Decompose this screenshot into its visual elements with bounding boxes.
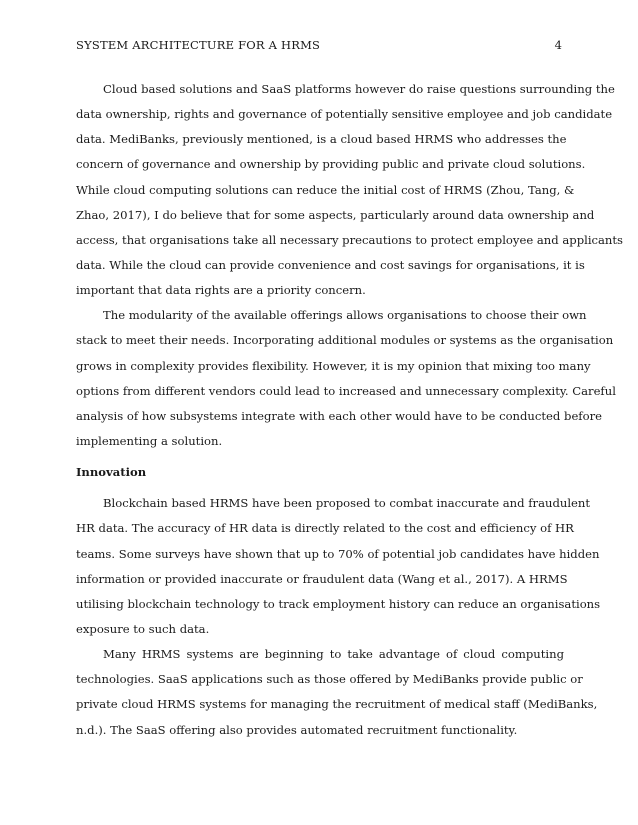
- text-line: HR data. The accuracy of HR data is directly related to the cost and efficiency of HR: [76, 521, 574, 536]
- text-line: stack to meet their needs. Incorporating additional modules or systems as the organisation: [76, 333, 614, 348]
- text-line: access, that organisations take all necessary precautions to protect employee and applicants: [76, 232, 624, 247]
- text-line: data ownership, rights and governance of potentially sensitive employee and job candidate: [76, 107, 613, 122]
- text-line: options from different vendors could lead to increased and unnecessary complexity. Careful: [76, 383, 616, 398]
- text-line: While cloud computing solutions can reduce the initial cost of HRMS (Zhou, Tang, &: [76, 182, 575, 197]
- section-heading-innovation: Innovation: [76, 465, 147, 480]
- text-line: implementing a solution.: [76, 433, 223, 448]
- text-line: analysis of how subsystems integrate with each other would have to be conducted before: [76, 408, 602, 423]
- text-line: data. While the cloud can provide convenience and cost savings for organisations, it is: [76, 257, 585, 272]
- running-head-title: SYSTEM ARCHITECTURE FOR A HRMS: [76, 38, 321, 52]
- paragraph-cloud-hrms: [76, 642, 598, 743]
- text-line: exposure to such data.: [76, 621, 210, 636]
- text-line: data. MediBanks, previously mentioned, is a cloud based HRMS who addresses the: [76, 132, 567, 147]
- paragraph-blockchain: [76, 491, 601, 642]
- running-head: [76, 37, 562, 53]
- paragraph-modularity: [76, 303, 616, 454]
- text-line: The modularity of the available offerings allows organisations to choose their own: [103, 308, 587, 323]
- text-line: important that data rights are a priority concern.: [76, 283, 366, 298]
- text-line: Blockchain based HRMS have been proposed to combat inaccurate and fraudulent: [103, 496, 591, 511]
- text-line: concern of governance and ownership by providing public and private cloud solutions.: [76, 157, 586, 172]
- text-line: private cloud HRMS systems for managing the recruitment of medical staff (MediBanks,: [76, 697, 598, 712]
- text-line: grows in complexity provides flexibility. However, it is my opinion that mixing too many: [76, 358, 591, 373]
- text-line: Zhao, 2017), I do believe that for some aspects, particularly around data ownership and: [76, 207, 595, 222]
- text-line: Cloud based solutions and SaaS platforms however do raise questions surrounding the: [103, 82, 615, 96]
- text-line: Many HRMS systems are beginning to take advantage of cloud computing: [103, 647, 564, 662]
- text-line: information or provided inaccurate or fraudulent data (Wang et al., 2017). A HRMS: [76, 571, 568, 586]
- text-line: utilising blockchain technology to track employment history can reduce an organisations: [76, 596, 601, 611]
- page-number: 4: [554, 38, 562, 52]
- text-line: n.d.). The SaaS offering also provides automated recruitment functionality.: [76, 722, 518, 737]
- text-line: technologies. SaaS applications such as those offered by MediBanks provide public or: [76, 672, 583, 687]
- document-body: [76, 77, 624, 743]
- paragraph-cloud-concerns: [76, 77, 624, 303]
- text-line: teams. Some surveys have shown that up to 70% of potential job candidates have hidden: [76, 546, 600, 561]
